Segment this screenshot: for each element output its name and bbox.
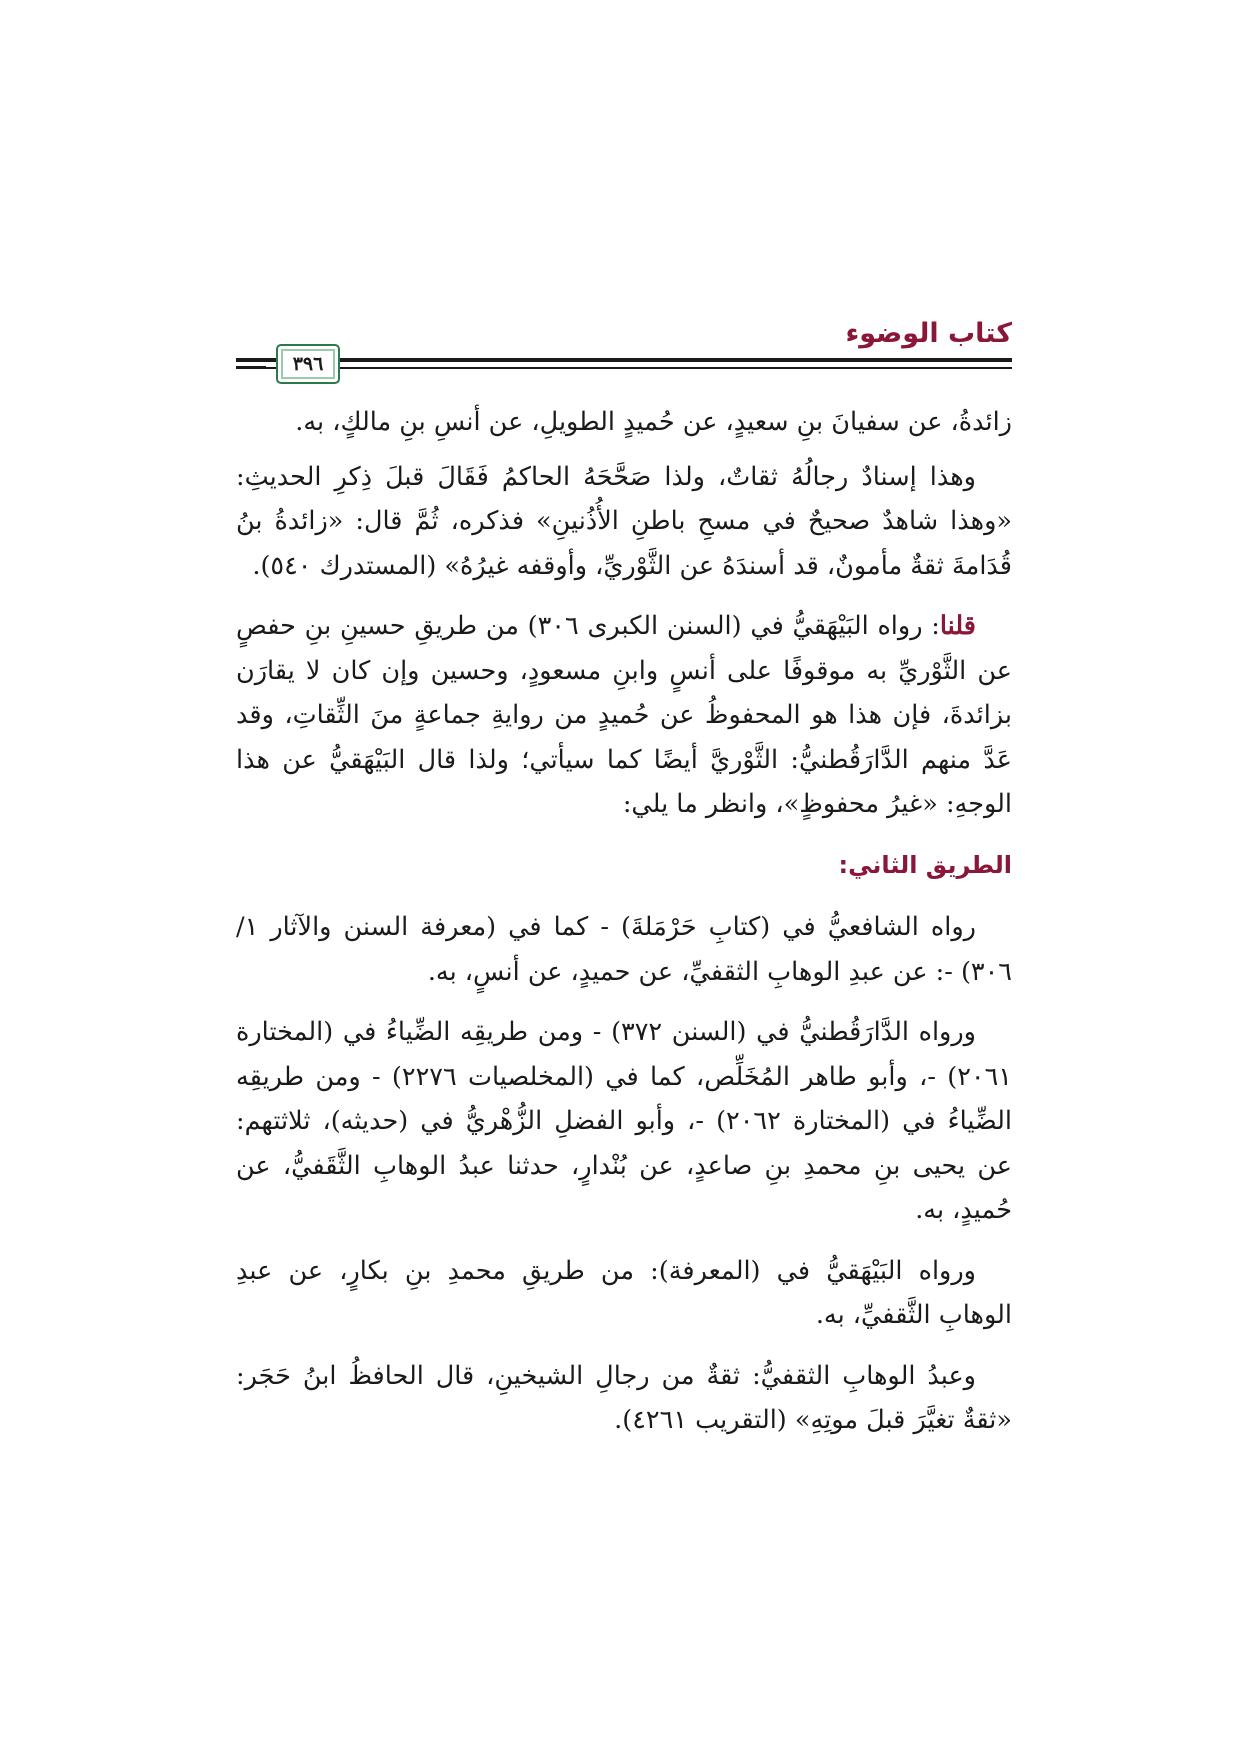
header-rule-left-thick [236, 358, 266, 361]
paragraph-3 [236, 604, 1012, 827]
paragraph-5: ورواه الدَّارَقُطنيُّ في (السنن ٣٧٢) - ومن طريقِه الضِّياءُ في (المختارة ٢٠٦١) -، وأبو طاهر المُخَلِّص، كما في (المخلصيات ٢٢٧٦) - ومن طريقِه الضِّياءُ في (المختارة ٢٠٦٢) -، وأبو الفضلِ الزُّهْريُّ في (حديثه)، ثلاثتهم: عن يحيى بنِ محمدِ بنِ صاعدٍ، عن بُنْدارٍ، حدثنا عبدُ الوهابِ الثَّقَفيُّ، عن حُميدٍ، به. [236, 1017, 1013, 1225]
page-number: ٣٩٦ [292, 353, 324, 375]
header-rule-thin [236, 367, 1012, 369]
paragraph-6: ورواه البَيْهَقيُّ في (المعرفة): من طريقِ محمدِ بنِ بكارٍ، عن عبدِ الوهابِ الثَّقفيِّ، به. [236, 1255, 1012, 1330]
paragraph-2: وهذا إسنادٌ رجالُهُ ثقاتٌ، ولذا صَحَّحَهُ الحاكمُ فَقَالَ قبلَ ذِكرِ الحديثِ: «وهذا شاهدٌ صحيحٌ في مسحِ باطنِ الأُذُنينِ» فذكره، ثُمَّ قال: «زائدةُ بنُ قُدَامةَ ثقةٌ مأمونٌ، قد أسندَهُ عن الثَّوْريِّ، وأوقفه غيرُهُ» (المستدرك ٥٤٠). [236, 461, 1012, 581]
paragraph-7: وعبدُ الوهابِ الثقفيُّ: ثقةٌ من رجالِ الشيخينِ، قال الحافظُ ابنُ حَجَر: «ثقةٌ تغيَّرَ قبلَ موتِهِ» (التقريب ٤٢٦١). [236, 1360, 1012, 1435]
running-header [236, 318, 1012, 388]
page-number-badge [276, 344, 340, 384]
header-rule-thick [236, 358, 1012, 362]
paragraph-3-text: : رواه البَيْهَقيُّ في (السنن الكبرى ٣٠٦) من طريقِ حسينِ بنِ حفصٍ عن الثَّوْريِّ به موقوفًا على أنسٍ وابنِ مسعودٍ، وحسين وإن كان لا يقارَن بزائدةَ، فإن هذا هو المحفوظُ عن حُميدٍ من روايةِ جماعةٍ منَ الثِّقاتِ، وقد عَدَّ منهم الدَّارَقُطنيُّ: الثَّوْريَّ أيضًا كما سيأتي؛ ولذا قال البَيْهَقيُّ عن هذا الوجهِ: «غيرُ محفوظٍ»، وانظر ما يلي: [236, 611, 1012, 819]
page-body [236, 400, 1012, 1459]
paragraph-4: رواه الشافعيُّ في (كتابِ حَرْمَلةَ) - كما في (معرفة السنن والآثار ١/ ٣٠٦) -: عن عبدِ الوهابِ الثقفيِّ، عن حميدٍ، عن أنسٍ، به. [236, 912, 1012, 987]
header-rule-left-thin [236, 366, 266, 368]
qulna-label: قلنا [939, 611, 976, 641]
book-title: كتاب الوضوء [845, 318, 1012, 349]
paragraph-1: زائدةُ، عن سفيانَ بنِ سعيدٍ، عن حُميدٍ الطويلِ، عن أنسِ بنِ مالكٍ، به. [295, 407, 1012, 437]
section-heading: الطريق الثاني: [838, 850, 1012, 879]
